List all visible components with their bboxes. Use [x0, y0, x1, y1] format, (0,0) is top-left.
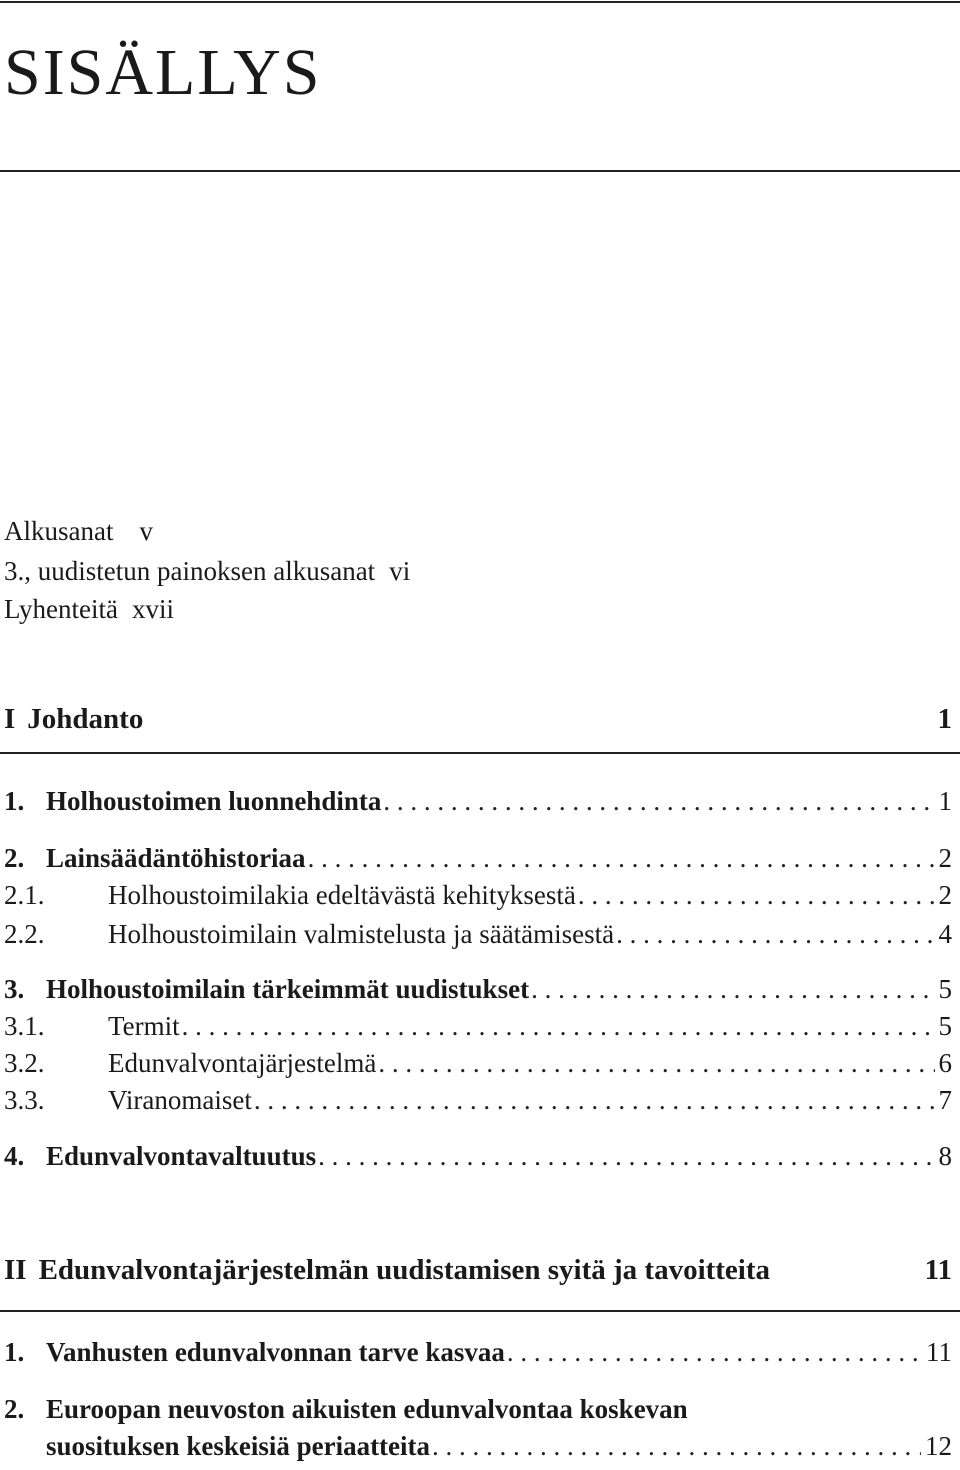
dot-leader	[378, 1050, 934, 1077]
dot-leader	[578, 882, 935, 909]
entry-page: 5	[938, 974, 952, 1004]
entry-page: 6	[938, 1048, 952, 1078]
front-matter-label: Lyhenteitä	[4, 594, 118, 624]
toc-entry[interactable]	[4, 1013, 952, 1040]
entry-page: 12	[925, 1431, 952, 1461]
dot-leader	[432, 1433, 921, 1460]
title-rule	[0, 170, 960, 172]
part-number: I	[4, 703, 16, 735]
part-title: Johdanto	[27, 703, 144, 735]
front-matter-item[interactable]	[4, 596, 174, 623]
toc-entry[interactable]	[4, 1050, 952, 1077]
entry-title: Holhoustoimilakia edeltävästä kehityksestä	[108, 880, 576, 910]
toc-entry[interactable]	[4, 1396, 952, 1460]
dot-leader	[254, 1087, 935, 1114]
entry-number: 3.	[4, 974, 25, 1004]
entry-number: 3.3.	[4, 1085, 45, 1115]
page-title: SISÄLLYS	[4, 36, 322, 109]
part-rule	[0, 752, 960, 754]
entry-page: 8	[938, 1141, 952, 1171]
dot-leader	[318, 1143, 934, 1170]
entry-title: Lainsäädäntöhistoriaa	[46, 843, 306, 873]
toc-entry[interactable]	[4, 845, 952, 872]
entry-page: 5	[938, 1011, 952, 1041]
top-rule	[0, 1, 960, 3]
front-matter-item[interactable]	[4, 558, 410, 585]
part-rule	[0, 1310, 960, 1312]
entry-title: Holhoustoimen luonnehdinta	[46, 786, 382, 816]
entry-page: 1	[938, 786, 952, 816]
entry-number: 3.2.	[4, 1048, 45, 1078]
toc-entry[interactable]	[4, 1143, 952, 1170]
entry-number: 4.	[4, 1141, 25, 1171]
toc-entry[interactable]	[4, 1339, 952, 1366]
dot-leader	[507, 1339, 922, 1366]
entry-title: Edunvalvontavaltuutus	[46, 1141, 317, 1171]
part-heading[interactable]	[4, 1256, 952, 1285]
entry-page: 11	[926, 1337, 952, 1367]
front-matter-page: vi	[389, 556, 411, 586]
toc-entry[interactable]	[4, 1087, 952, 1114]
entry-title: Holhoustoimilain valmistelusta ja säätämisestä	[108, 919, 615, 949]
dot-leader	[182, 1013, 935, 1040]
part-page: 11	[924, 1254, 952, 1286]
entry-page: 7	[938, 1085, 952, 1115]
entry-title: Vanhusten edunvalvonnan tarve kasvaa	[46, 1337, 505, 1367]
dot-leader	[308, 845, 935, 872]
front-matter-item[interactable]	[4, 518, 153, 545]
dot-leader	[531, 976, 934, 1003]
entry-number: 1.	[4, 1337, 25, 1367]
toc-entry[interactable]	[4, 882, 952, 909]
entry-number: 2.1.	[4, 880, 45, 910]
part-heading[interactable]	[4, 705, 952, 734]
entry-number: 2.2.	[4, 919, 45, 949]
entry-number: 3.1.	[4, 1011, 45, 1041]
entry-page: 2	[938, 843, 952, 873]
front-matter-page: v	[139, 516, 153, 546]
entry-number: 1.	[4, 786, 25, 816]
part-page: 1	[937, 703, 952, 735]
toc-entry[interactable]	[4, 921, 952, 948]
front-matter-page: xvii	[131, 594, 174, 624]
entry-title: Holhoustoimilain tärkeimmät uudistukset	[46, 974, 530, 1004]
part-title: Edunvalvontajärjestelmän uudistamisen syitä ja tavoitteita	[38, 1254, 771, 1286]
dot-leader	[616, 921, 934, 948]
dot-leader	[383, 788, 934, 815]
entry-title: Edunvalvontajärjestelmä	[108, 1048, 377, 1078]
entry-number: 2.	[4, 843, 25, 873]
entry-page: 2	[938, 880, 952, 910]
entry-title: Viranomaiset	[108, 1085, 252, 1115]
front-matter-label: 3., uudistetun painoksen alkusanat	[4, 556, 376, 586]
part-number: II	[4, 1254, 27, 1286]
entry-title: Termit	[108, 1011, 180, 1041]
front-matter-label: Alkusanat	[4, 516, 114, 546]
entry-page: 4	[938, 919, 952, 949]
entry-title-continued: suosituksen keskeisiä periaatteita	[46, 1431, 431, 1461]
toc-entry[interactable]	[4, 788, 952, 815]
toc-entry[interactable]	[4, 976, 952, 1003]
entry-title: Euroopan neuvoston aikuisten edunvalvontaa koskevan	[46, 1394, 688, 1424]
entry-number: 2.	[4, 1394, 25, 1424]
